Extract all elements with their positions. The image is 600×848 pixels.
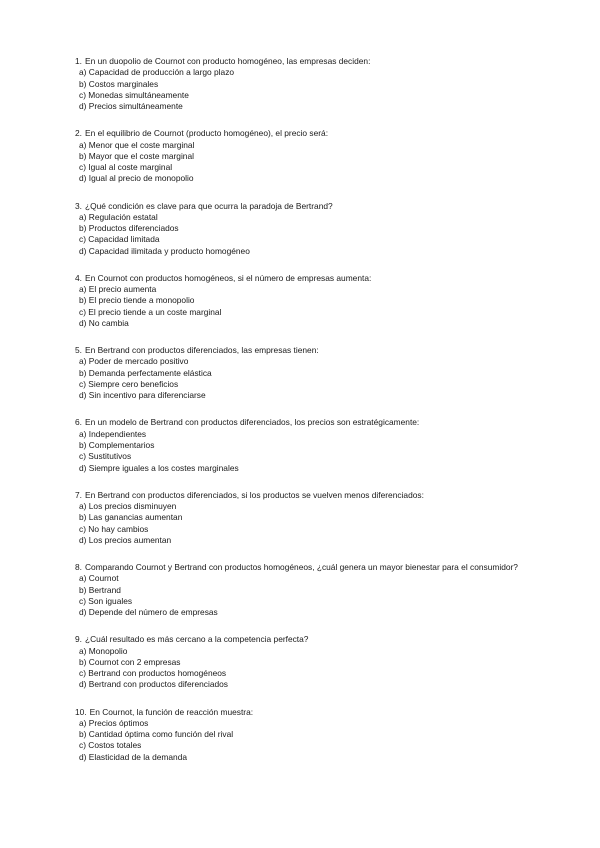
- option-list: [75, 429, 535, 474]
- question-6: [75, 417, 535, 473]
- question-1: [75, 56, 535, 112]
- option-list: [75, 140, 535, 185]
- option-list: [75, 356, 535, 401]
- question-stem: En un duopolio de Cournot con producto homogéneo, las empresas deciden:: [85, 56, 371, 66]
- option-c: c) Capacidad limitada: [79, 234, 160, 245]
- question-text: [75, 707, 535, 718]
- question-number: 2.: [75, 128, 82, 139]
- option-a: a) Cournot: [79, 573, 119, 584]
- option-list: [75, 646, 535, 691]
- option-c: c) Siempre cero beneficios: [79, 379, 179, 390]
- question-number: 7.: [75, 489, 82, 500]
- option-a: a) Regulación estatal: [79, 211, 158, 222]
- option-b: b) Mayor que el coste marginal: [79, 150, 194, 161]
- question-4: [75, 273, 535, 329]
- option-b: b) Costos marginales: [79, 78, 159, 89]
- question-stem: En un modelo de Bertrand con productos diferenciados, los precios son estratégicamente:: [85, 417, 420, 428]
- option-a: a) Los precios disminuyen: [79, 500, 177, 511]
- question-3: [75, 201, 535, 257]
- question-stem: En Bertrand con productos diferenciados, si los productos se vuelven menos diferenciados:: [85, 489, 424, 500]
- question-number: 1.: [75, 56, 82, 66]
- option-list: [75, 284, 535, 329]
- question-text: [75, 345, 535, 356]
- option-c: c) No hay cambios: [79, 523, 149, 534]
- option-c: c) Costos totales: [79, 740, 142, 751]
- option-b: b) Cournot con 2 empresas: [79, 656, 181, 667]
- option-d: d) Igual al precio de monopolio: [79, 173, 194, 184]
- question-text: [75, 634, 535, 645]
- option-b: b) Las ganancias aumentan: [79, 512, 183, 523]
- option-c: c) Son iguales: [79, 595, 133, 606]
- option-a: a) Poder de mercado positivo: [79, 356, 189, 367]
- question-stem: ¿Qué condición es clave para que ocurra la paradoja de Bertrand?: [85, 200, 333, 211]
- option-d: d) Los precios aumentan: [79, 534, 172, 545]
- question-8: [75, 562, 535, 618]
- question-number: 5.: [75, 345, 82, 356]
- question-10: [75, 707, 535, 763]
- option-b: b) Demanda perfectamente elástica: [79, 367, 212, 378]
- option-d: d) Depende del número de empresas: [79, 607, 218, 618]
- question-5: [75, 345, 535, 401]
- question-number: 3.: [75, 200, 82, 211]
- option-d: d) Capacidad ilimitada y producto homogéneo: [79, 245, 250, 256]
- question-number: 4.: [75, 272, 82, 283]
- question-7: [75, 490, 535, 546]
- question-number: 9.: [75, 634, 82, 645]
- option-b: b) Bertrand: [79, 584, 121, 595]
- option-c: c) El precio tiende a un coste marginal: [79, 306, 222, 317]
- option-a: a) Independientes: [79, 428, 147, 439]
- option-list: [75, 573, 535, 618]
- option-list: [75, 212, 535, 257]
- option-b: b) Cantidad óptima como función del rival: [79, 729, 234, 740]
- option-a: a) Menor que el coste marginal: [79, 139, 195, 150]
- option-d: d) Bertrand con productos diferenciados: [79, 679, 228, 690]
- option-a: a) Precios óptimos: [79, 717, 149, 728]
- question-number: 8.: [75, 561, 82, 572]
- question-text: [75, 201, 535, 212]
- option-c: c) Bertrand con productos homogéneos: [79, 668, 227, 679]
- document-page: [75, 56, 535, 779]
- question-stem: En el equilibrio de Cournot (producto homogéneo), el precio será:: [85, 128, 329, 139]
- option-d: d) Siempre iguales a los costes marginales: [79, 462, 239, 473]
- option-b: b) Productos diferenciados: [79, 223, 179, 234]
- question-number: 10.: [75, 706, 87, 717]
- question-text: [75, 417, 535, 428]
- option-d: d) No cambia: [79, 318, 129, 329]
- option-d: d) Elasticidad de la demanda: [79, 751, 188, 762]
- question-stem: En Bertrand con productos diferenciados, las empresas tienen:: [85, 345, 319, 356]
- option-a: a) Capacidad de producción a largo plazo: [79, 67, 235, 78]
- question-text: [75, 128, 535, 139]
- option-a: a) Monopolio: [79, 645, 128, 656]
- question-9: [75, 634, 535, 690]
- option-list: [75, 718, 535, 763]
- question-stem: ¿Cuál resultado es más cercano a la competencia perfecta?: [85, 634, 309, 645]
- question-text: [75, 273, 535, 284]
- question-text: [75, 562, 535, 573]
- option-c: c) Igual al coste marginal: [79, 162, 173, 173]
- option-list: [75, 67, 535, 112]
- option-b: b) Complementarios: [79, 440, 155, 450]
- option-list: [75, 501, 535, 546]
- question-stem: En Cournot con productos homogéneos, si el número de empresas aumenta:: [85, 272, 372, 283]
- option-c: c) Monedas simultáneamente: [79, 89, 189, 100]
- option-d: d) Sin incentivo para diferenciarse: [79, 390, 206, 401]
- question-stem: En Cournot, la función de reacción muestra:: [89, 706, 254, 717]
- question-text: [75, 56, 535, 67]
- question-stem: Comparando Cournot y Bertrand con productos homogéneos, ¿cuál genera un mayor bienestar para el consumidor?: [85, 561, 518, 572]
- question-number: 6.: [75, 417, 82, 428]
- option-a: a) El precio aumenta: [79, 284, 157, 295]
- option-c: c) Sustitutivos: [79, 451, 132, 462]
- option-b: b) El precio tiende a monopolio: [79, 295, 195, 306]
- question-text: [75, 490, 535, 501]
- question-2: [75, 128, 535, 184]
- option-d: d) Precios simultáneamente: [79, 101, 183, 112]
